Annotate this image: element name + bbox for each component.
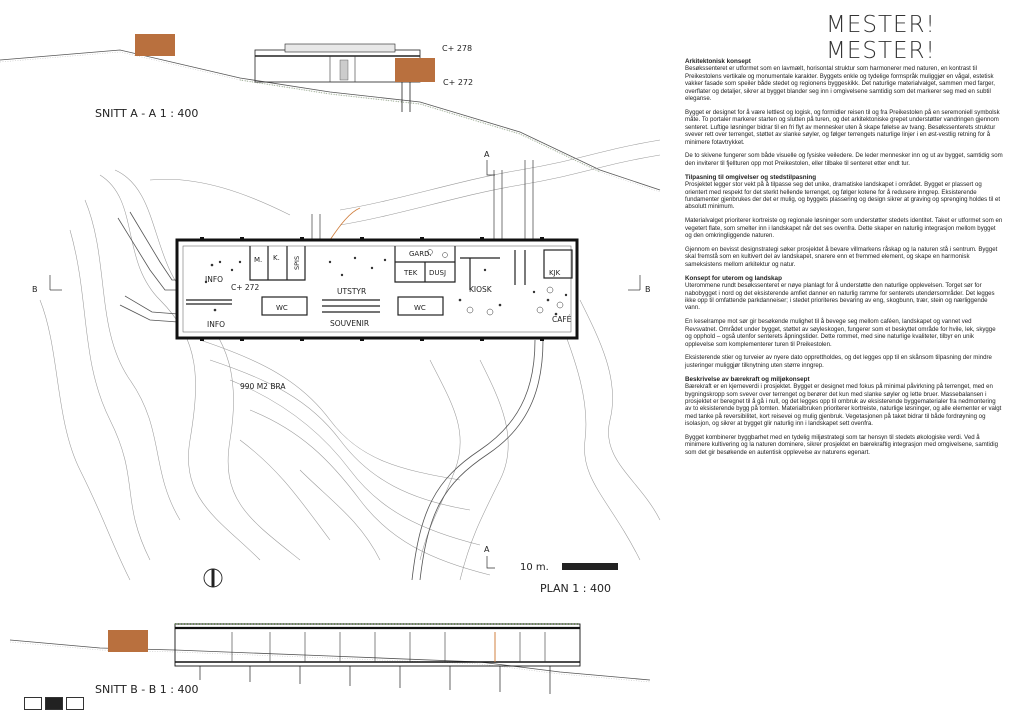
paragraph: Materialvalget prioriterer kortreiste og regionale løsninger som understøtter stedets identitet. Taket er utformet som en vegetert flate, som smelter inn i landskapet når det ses ovenfra. Dette skaper en naturlig integrasjon mellom bygget og den omkringliggende naturen. [685,217,1003,240]
room-label-utstyr: UTSTYR [337,287,367,296]
section-marker-a-top: A [484,150,490,159]
section-a-title: SNITT A - A 1 : 400 [95,107,199,120]
scale-bar [562,563,618,570]
section-markers [50,160,640,568]
paragraph: Uterommene rundt besøkssenteret er nøye planlagt for å understøtte den naturlige opplevelsen. Torget sør for nabobygget i nord og det eksisterende amfiet danner en naturlig ramme for senterets utendørsområder. Det legges ikke opp til omfattende parkdanneiser; i stedet prioriteres bevaring av eng, skogbunn, trær, stein og nærliggende vann. [685,282,995,312]
room-label-cafe: CAFÉ [552,315,572,324]
room-label-kiosk: KIOSK [469,285,492,294]
room-label-gard: GARD. [409,250,432,258]
paragraph: Gjennom en bevisst designstrategi søker prosjektet å bevare villmarkens råskap og la naturen stå i sentrum. Bygget skal fremstå som en kultivert del av landskapet, snarere enn et fremmed element, og skape en harmonisk sameksistens mellom arkitektur og natur. [685,246,998,268]
paragraph: Bygget er designet for å være lettlest og logisk, og formidler reisen til og fra Preikestolen på en seremoniell symbolsk måte. To portaler markerer starten og slutten på turen, og det arkitektoniske grepet understøtter vandringen gjennom senteret. Luftige løsninger bidrar til en fri flyt av mennesker uten å skape følelse av tvang. Besøkssenterets struktur svever rett over terrenget, støttet av slanke søyler, og følger terrengets naturlige linjer i en øst-vestlig retning for å minimere fotavtrykket. [685,108,1000,146]
section-marker-a-bottom: A [484,545,490,554]
scale-bar-label: 10 m. [520,562,549,573]
portal-element [108,630,148,652]
paragraph: Bygget kombinerer byggbarhet med en tydelig miljøstrategi som tar hensyn til stedets økologiske verdi. Ved å minimere kultivering og la naturen dominere, sikrer prosjektet en bærekraftig integrasjon med omgivelsene, samtidig som det gir besøkende en autentisk opplevelse av naturens egenart. [685,434,998,456]
room-label-souvenir: SOUVENIR [330,319,370,328]
paragraph: Eksisterende stier og turveier av nyere dato opprettholdes, og det legges opp til en skånsom tilpasning der mindre justeringer muliggjør tilknytning uten større inngrep. [685,354,992,369]
section-marker-b-left: B [32,285,38,294]
paragraph: Besøkssenteret er utformet som en lavmælt, horisontal struktur som harmonerer med naturen, en kontrast til Preikestolens vertikale og monumentale karakter. Byggets enkle og tydelige formspråk muliggjør en vågal, estetisk vakker fasade som speiler både stedet og regionens byggeskikk. Det naturlige materialvalget, sammen med farger, overflater og detaljer, sikrer at bygget blander seg inn i omgivelsene samtidig som det markerer seg med en subtil eleganse. [685,65,995,103]
heading-sustainability: Beskrivelse av bærekraft og miljøkonsept [685,375,810,383]
room-label-info-1: INFO [205,275,224,284]
room-label-spis: SPIS [293,255,301,270]
paragraph: Prosjektet legger stor vekt på å tilpasse seg det unike, dramatiske landskapet i området. Bygget er plassert og orientert med respekt for det sterkt hellende terrenget, og følger kotene for å redusere inngrep. Eksisterende fundamenter gjenbrukes der det er mulig, og byggets plassering og design sikrer at graving og sprenging holdes til et absolutt minimum. [685,181,1001,211]
page-title: MESTER! MESTER! [826,12,936,64]
plan-title: PLAN 1 : 400 [540,582,611,595]
page-indicator-2[interactable] [45,697,63,710]
heading-site-adaptation: Tilpasning til omgivelser og stedstilpasning [685,173,817,181]
room-label-tek: TEK [404,269,418,277]
room-label-info-2: INFO [207,320,226,329]
section-marker-b-right: B [645,285,651,294]
north-arrow-icon [204,569,222,587]
room-label-dusj: DUSJ [429,269,447,277]
paragraph: Bærekraft er en kjerneverdi i prosjektet. Bygget er designet med fokus på minimal påvirkning på terrenget, med en bygningskropp som svever over terrenget og berører det kun med slanke søyler og lette bruer. Massebalansen i prosjektet er beregnet til å gå i null, og det legges opp til ombruk av eksisterende byggematerialer fra nedmontering av to eksisterende bygg på tomten. Materialbruken prioriterer kortreiste, naturlige løsninger, og alle elementer er valgt med tanke på reversibilitet, kort reisevei og mulig gjenbruk. Vegetasjonen på taket bidrar til både fordrøyning og isolasjon, og sikrer at bygget glir naturlig inn i landskapet sett ovenfra. [685,383,1002,428]
heading-outdoor-concept: Konsept for uterom og landskap [685,274,782,282]
room-label-m: M. [254,256,263,264]
paragraph: De to skivene fungerer som både visuelle og fysiske veiledere. De leder mennesker inn og ut av bygget, samtidig som den inviterer til fjellturen opp mot Preikestolen, eller tilbake til senteret etter endt tur. [685,152,1003,167]
room-label-k: K. [273,254,280,262]
plan-building [177,237,577,341]
heading-architectural-concept: Arkitektonisk konsept [685,58,751,65]
page-indicator-1[interactable] [24,697,42,710]
description-text [685,58,1003,463]
area-label: 990 M2 BRA [240,382,286,391]
section-b-title: SNITT B - B 1 : 400 [95,683,199,696]
level-label-272: C+ 272 [443,78,474,87]
room-label-wc-1: WC [276,304,288,312]
section-a-drawing [0,34,660,192]
access-paths [118,160,543,580]
portal-element [135,34,175,56]
paragraph: En keselrampe mot sør gir besøkende mulighet til å bevege seg mellom caféen, landskapet og vannet ved Revsvatnet. Området under bygget, støttet av søyleskogen, fungerer som et beskyttet område for hvile, lek, skygge og opphold – også utenfor senterets åpningstider. Dette rommet, med sine naturlige kvaliteter, tilbyr en unik opplevelse som komplementerer turen til Preikestolen. [685,318,996,348]
room-label-kjk: KJK [549,269,561,277]
page-indicator-3[interactable] [66,697,84,710]
room-label-wc-2: WC [414,304,426,312]
plan-level-label: C+ 272 [231,283,260,292]
level-label-278: C+ 278 [442,44,473,53]
portal-element [395,58,435,82]
section-b-drawing [10,624,650,696]
contour-lines [40,140,660,580]
